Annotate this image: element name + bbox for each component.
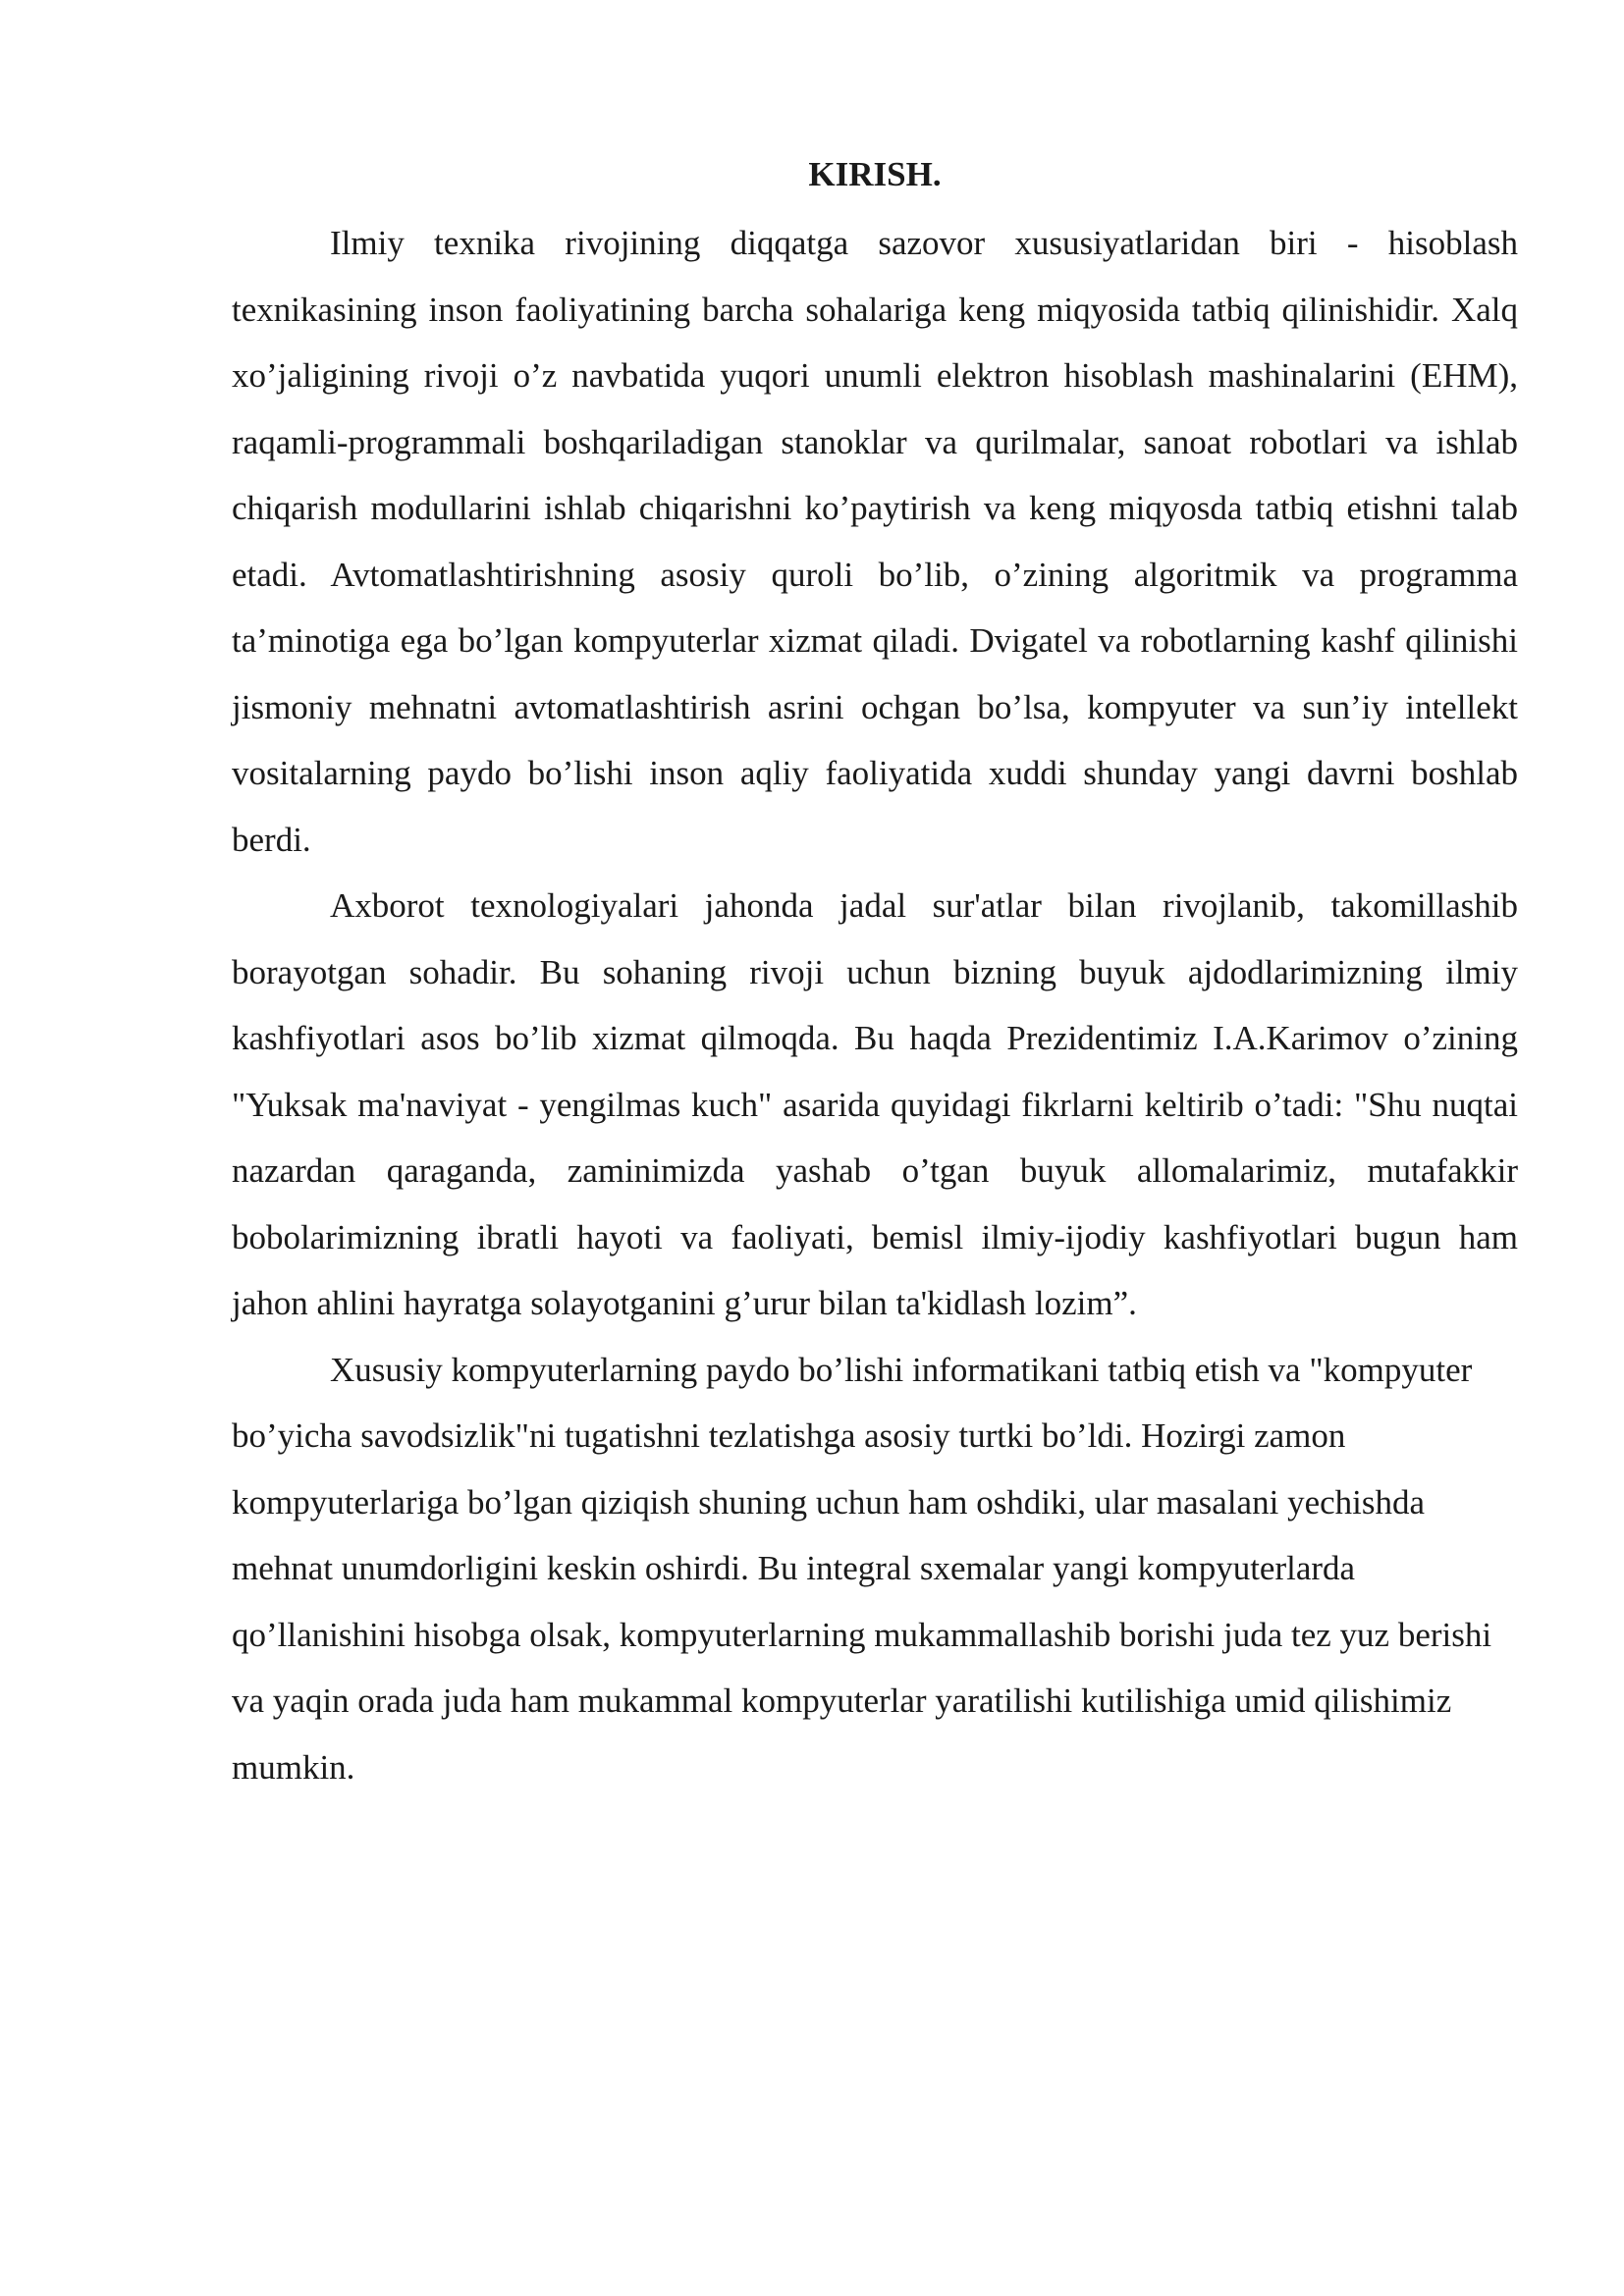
paragraph-3: Xususiy kompyuterlarning paydo bo’lishi informatikani tatbiq etish va "kompyuter bo’yicha savodsizlik"ni tugatishni tezlatishga asosiy turtki bo’ldi. Hozirgi zamon kompyuterlariga bo’lgan qiziqish shuning uchun ham oshdiki, ular masalani yechishda mehnat unumdorligini keskin oshirdi. Bu integral sxemalar yangi kompyuterlarda qo’llanishini hisobga olsak, kompyuterlarning mukammallashib borishi juda tez yuz berishi va yaqin orada juda ham mukammal kompyuterlar yaratilishi kutilishiga umid qilishimiz mumkin. bbox=[232, 1350, 1492, 1787]
page-title: KIRISH. bbox=[808, 155, 942, 193]
paragraph-2: Axborot texnologiyalari jahonda jadal sur'atlar bilan rivojlanib, takomillashib borayotgan sohadir. Bu sohaning rivoji uchun bizning buyuk ajdodlarimizning ilmiy kashfiyotlari asos bo’lib xizmat qilmoqda. Bu haqda Prezidentimiz I.A.Karimov o’zining "Yuksak ma'naviyat - yengilmas kuch" asarida quyidagi fikrlarni keltirib o’tadi: "Shu nuqtai nazardan qaraganda, zaminimizda yashab o’tgan buyuk allomalarimiz, mutafakkir bobolarimizning ibratli hayoti va faoliyati, bemisl ilmiy-ijodiy kashfiyotlari bugun ham jahon ahlini hayratga solayotganini g’urur bilan ta'kidlash lozim”. bbox=[232, 886, 1518, 1322]
document-body bbox=[232, 149, 1518, 1800]
paragraph-1: Ilmiy texnika rivojining diqqatga sazovor xususiyatlaridan biri - hisoblash texnikasining inson faoliyatining barcha sohalariga keng miqyosida tatbiq qilinishidir. Xalq xo’jaligining rivoji o’z navbatida yuqori unumli elektron hisoblash mashinalarini (EHM), raqamli-programmali boshqariladigan stanoklar va qurilmalar, sanoat robotlari va ishlab chiqarish modullarini ishlab chiqarishni ko’paytirish va keng miqyosda tatbiq etishni talab etadi. Avtomatlashtirishning asosiy quroli bo’lib, o’zining algoritmik va programma ta’minotiga ega bo’lgan kompyuterlar xizmat qiladi. Dvigatel va robotlarning kashf qilinishi jismoniy mehnatni avtomatlashtirish asrini ochgan bo’lsa, kompyuter va sun’iy intellekt vositalarning paydo bo’lishi inson aqliy faoliyatida xuddi shunday yangi davrni boshlab berdi. bbox=[232, 224, 1518, 859]
